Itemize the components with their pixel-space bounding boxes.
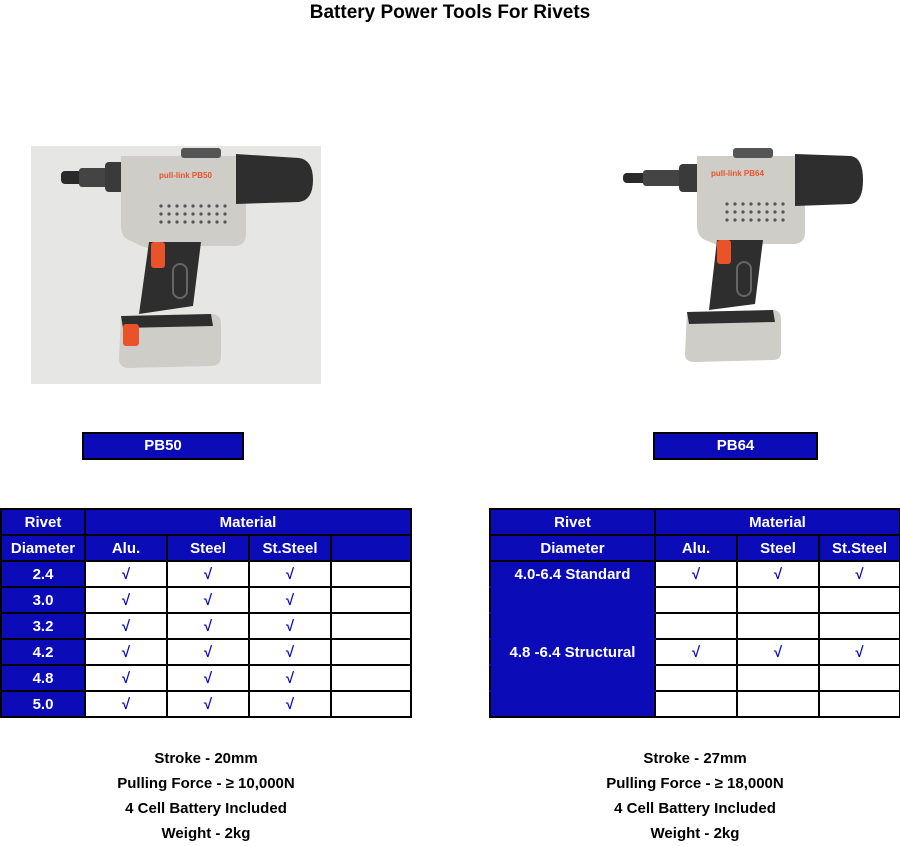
check-cell: √ bbox=[737, 639, 819, 665]
check-cell: √ bbox=[85, 561, 167, 587]
model-label-pb50: PB50 bbox=[82, 432, 244, 460]
check-cell bbox=[819, 691, 900, 717]
check-cell: √ bbox=[167, 587, 249, 613]
check-cell bbox=[737, 665, 819, 691]
diameter-cell bbox=[490, 665, 655, 691]
material-col-header: Steel bbox=[737, 535, 819, 561]
rivet-compatibility-table-pb50 bbox=[0, 508, 412, 718]
table-row bbox=[490, 561, 900, 587]
diameter-cell: 4.2 bbox=[1, 639, 85, 665]
material-col-header bbox=[331, 535, 411, 561]
check-cell bbox=[331, 691, 411, 717]
rivet-tool-photo-pb50 bbox=[31, 146, 321, 384]
check-cell bbox=[655, 691, 737, 717]
check-cell: √ bbox=[249, 665, 331, 691]
brand-logo: pull-link PB64 bbox=[711, 169, 764, 178]
rivet-tool-illustration bbox=[605, 146, 875, 384]
brand-logo: pull-link PB50 bbox=[159, 171, 212, 180]
material-col-header: Steel bbox=[167, 535, 249, 561]
check-cell bbox=[737, 587, 819, 613]
diameter-cell bbox=[490, 587, 655, 613]
check-cell: √ bbox=[85, 665, 167, 691]
table-header-row bbox=[490, 509, 900, 535]
spec-pulling-force: Pulling Force - ≥ 18,000N bbox=[606, 775, 784, 792]
table-row bbox=[1, 665, 411, 691]
check-cell bbox=[331, 613, 411, 639]
spec-stroke: Stroke - 20mm bbox=[154, 750, 258, 767]
check-cell bbox=[655, 587, 737, 613]
check-cell: √ bbox=[249, 691, 331, 717]
check-cell bbox=[819, 613, 900, 639]
rivet-header: Rivet bbox=[1, 509, 85, 535]
check-cell: √ bbox=[85, 613, 167, 639]
check-cell: √ bbox=[85, 639, 167, 665]
table-header-row bbox=[490, 535, 900, 561]
spec-pulling-force: Pulling Force - ≥ 10,000N bbox=[117, 775, 295, 792]
diameter-cell bbox=[490, 613, 655, 639]
check-cell bbox=[331, 665, 411, 691]
material-header: Material bbox=[85, 509, 411, 535]
diameter-cell bbox=[490, 691, 655, 717]
spec-stroke: Stroke - 27mm bbox=[643, 750, 747, 767]
check-cell bbox=[655, 665, 737, 691]
table-header-row bbox=[1, 509, 411, 535]
table-row bbox=[490, 665, 900, 691]
diameter-cell: 4.8 -6.4 Structural bbox=[490, 639, 655, 665]
material-col-header: St.Steel bbox=[819, 535, 900, 561]
diameter-header: Diameter bbox=[1, 535, 85, 561]
table-row bbox=[490, 587, 900, 613]
check-cell: √ bbox=[85, 587, 167, 613]
check-cell: √ bbox=[167, 639, 249, 665]
spec-weight: Weight - 2kg bbox=[161, 825, 251, 842]
specs-pb50 bbox=[56, 746, 356, 846]
check-cell: √ bbox=[167, 613, 249, 639]
check-cell bbox=[819, 587, 900, 613]
table-row bbox=[1, 639, 411, 665]
check-cell bbox=[819, 665, 900, 691]
table-row bbox=[1, 613, 411, 639]
check-cell: √ bbox=[249, 561, 331, 587]
check-cell: √ bbox=[249, 587, 331, 613]
check-cell: √ bbox=[819, 561, 900, 587]
check-cell: √ bbox=[819, 639, 900, 665]
check-cell: √ bbox=[249, 613, 331, 639]
check-cell: √ bbox=[167, 665, 249, 691]
check-cell: √ bbox=[167, 691, 249, 717]
material-header: Material bbox=[655, 509, 900, 535]
check-cell: √ bbox=[737, 561, 819, 587]
spec-battery: 4 Cell Battery Included bbox=[614, 800, 776, 817]
diameter-cell: 4.8 bbox=[1, 665, 85, 691]
check-cell: √ bbox=[655, 639, 737, 665]
page-title: Battery Power Tools For Rivets bbox=[309, 2, 591, 23]
table-row bbox=[490, 691, 900, 717]
check-cell: √ bbox=[85, 691, 167, 717]
rivet-tool-photo-pb64 bbox=[605, 146, 875, 384]
diameter-cell: 2.4 bbox=[1, 561, 85, 587]
check-cell bbox=[737, 613, 819, 639]
rivet-header: Rivet bbox=[490, 509, 655, 535]
diameter-cell: 3.2 bbox=[1, 613, 85, 639]
check-cell: √ bbox=[167, 561, 249, 587]
table-row bbox=[1, 587, 411, 613]
check-cell: √ bbox=[655, 561, 737, 587]
table-row bbox=[490, 613, 900, 639]
rivet-tool-illustration bbox=[31, 146, 321, 384]
spec-weight: Weight - 2kg bbox=[650, 825, 740, 842]
material-col-header: Alu. bbox=[85, 535, 167, 561]
table-row bbox=[490, 639, 900, 665]
diameter-cell: 3.0 bbox=[1, 587, 85, 613]
material-col-header: St.Steel bbox=[249, 535, 331, 561]
diameter-cell: 4.0-6.4 Standard bbox=[490, 561, 655, 587]
check-cell bbox=[655, 613, 737, 639]
check-cell bbox=[331, 639, 411, 665]
table-row bbox=[1, 691, 411, 717]
material-col-header: Alu. bbox=[655, 535, 737, 561]
rivet-compatibility-table-pb64 bbox=[489, 508, 900, 718]
table-header-row bbox=[1, 535, 411, 561]
check-cell bbox=[737, 691, 819, 717]
diameter-cell: 5.0 bbox=[1, 691, 85, 717]
check-cell bbox=[331, 561, 411, 587]
table-row bbox=[1, 561, 411, 587]
spec-battery: 4 Cell Battery Included bbox=[125, 800, 287, 817]
diameter-header: Diameter bbox=[490, 535, 655, 561]
model-label-pb64: PB64 bbox=[653, 432, 818, 460]
check-cell: √ bbox=[249, 639, 331, 665]
check-cell bbox=[331, 587, 411, 613]
specs-pb64 bbox=[545, 746, 845, 846]
